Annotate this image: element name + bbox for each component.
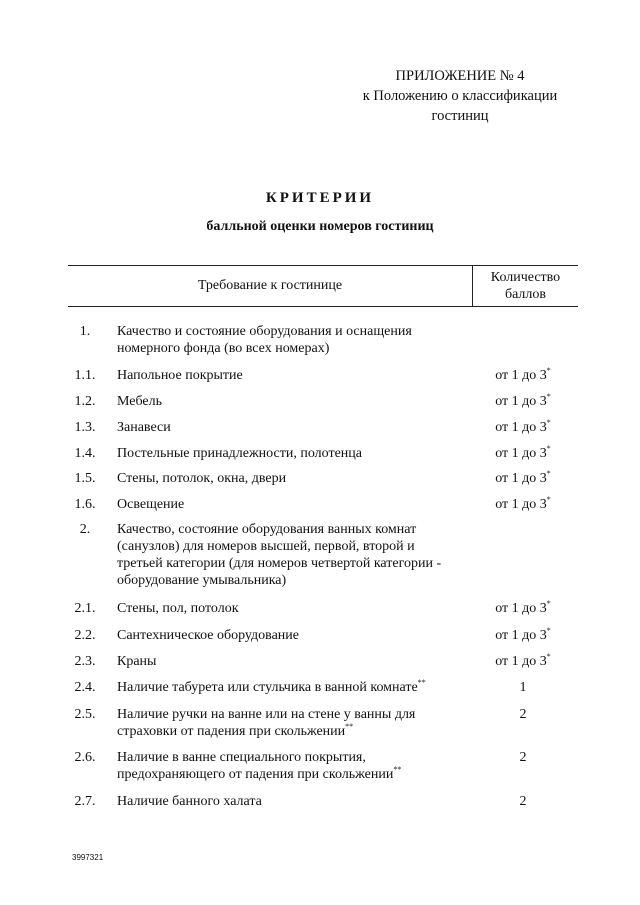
row-text: Мебель (117, 394, 163, 409)
row-number: 2. (79, 522, 91, 537)
appendix-number: ПРИЛОЖЕНИЕ № 4 (395, 68, 525, 84)
row-number: 2.7. (74, 794, 96, 809)
row-points: от 1 до 3* (495, 495, 551, 512)
row-number: 1.5. (74, 471, 96, 486)
row-points: 2 (519, 750, 527, 765)
row-text: Стены, пол, потолок (117, 601, 239, 616)
row-text: Качество и состояние оборудования и оснащения номерного фонда (во всех номерах) (117, 324, 412, 356)
footnote-mark: * (546, 392, 551, 401)
row-text: Освещение (117, 497, 185, 512)
row-number: 1. (79, 324, 91, 339)
row-points: от 1 до 3* (495, 626, 551, 643)
row-number: 1.6. (74, 497, 96, 512)
footnote-mark: ** (345, 722, 354, 731)
row-text: Занавеси (117, 420, 171, 435)
footnote-mark: * (546, 599, 551, 608)
row-points: 1 (519, 680, 527, 695)
row-points: от 1 до 3* (495, 418, 551, 435)
row-number: 2.6. (74, 750, 96, 765)
row-text: Качество, состояние оборудования ванных комнат (санузлов) для номеров высшей, первой, второй и третьей категории (для номеров четвертой категории - оборудование умывальника) (117, 522, 442, 588)
footnote-mark: ** (417, 678, 426, 687)
row-number: 2.2. (74, 628, 96, 643)
footnote-mark: * (546, 652, 551, 661)
row-points: 2 (519, 794, 527, 809)
row-points: 2 (519, 707, 527, 722)
footnote-mark: * (546, 626, 551, 635)
appendix-reference: к Положению о классификации (362, 88, 558, 104)
row-text: Наличие ручки на ванне или на стене у ванны для страховки от падения при скольжении** (117, 707, 416, 739)
row-number: 1.2. (74, 394, 96, 409)
row-points: от 1 до 3* (495, 392, 551, 409)
document-code: 3997321 (72, 853, 104, 862)
row-text: Наличие банного халата (117, 794, 262, 809)
row-text: Сантехническое оборудование (117, 628, 299, 643)
row-text: Краны (117, 654, 157, 669)
row-points: от 1 до 3* (495, 469, 551, 486)
row-number: 2.1. (74, 601, 96, 616)
table-header (68, 265, 578, 307)
row-points: от 1 до 3* (495, 652, 551, 669)
row-text: Постельные принадлежности, полотенца (117, 446, 362, 461)
row-points: от 1 до 3* (495, 366, 551, 383)
row-text: Наличие табурета или стульчика в ванной комнате** (117, 678, 426, 695)
row-number: 1.1. (74, 368, 96, 383)
row-number: 2.5. (74, 707, 96, 722)
document-subtitle: балльной оценки номеров гостиниц (206, 219, 434, 234)
appendix-reference-cont: гостиниц (431, 108, 489, 124)
footnote-mark: ** (393, 765, 402, 774)
column-header-points: Количество баллов (490, 270, 561, 302)
row-number: 1.3. (74, 420, 96, 435)
row-text: Стены, потолок, окна, двери (117, 471, 287, 486)
row-number: 2.3. (74, 654, 96, 669)
appendix-heading (340, 66, 580, 126)
footnote-mark: * (546, 418, 551, 427)
footnote-mark: * (546, 469, 551, 478)
footnote-mark: * (546, 366, 551, 375)
column-header-requirement: Требование к гостинице (68, 266, 473, 306)
footnote-mark: * (546, 444, 551, 453)
row-text: Наличие в ванне специального покрытия, предохраняющего от падения при скольжении** (117, 750, 402, 782)
document-title: КРИТЕРИИ (265, 190, 375, 206)
row-points: от 1 до 3* (495, 444, 551, 461)
row-points: от 1 до 3* (495, 599, 551, 616)
row-number: 2.4. (74, 680, 96, 695)
row-text: Напольное покрытие (117, 368, 243, 383)
footnote-mark: * (546, 495, 551, 504)
row-number: 1.4. (74, 446, 96, 461)
